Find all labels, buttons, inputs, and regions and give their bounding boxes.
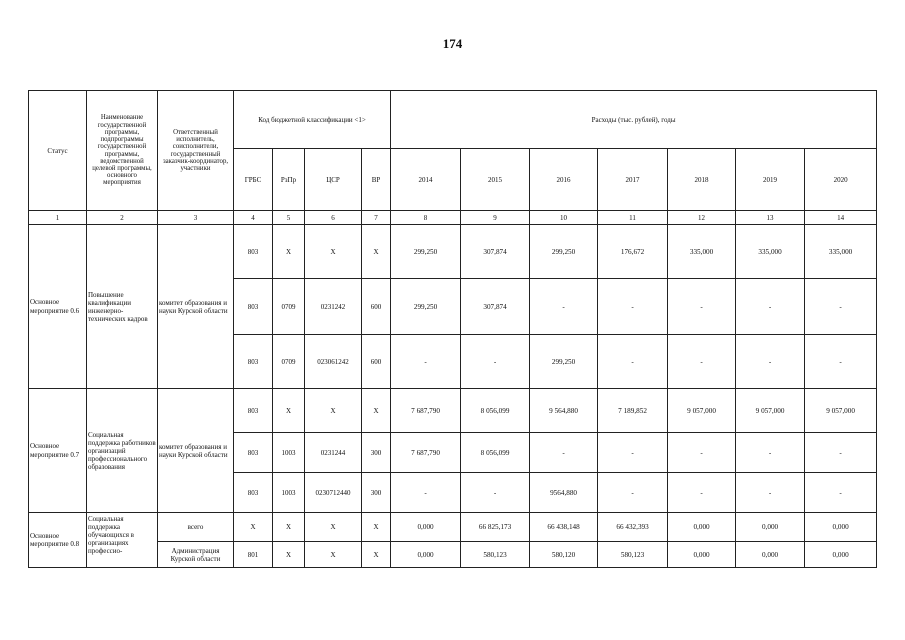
value-cell: 580,123 bbox=[461, 542, 530, 568]
header-year: 2016 bbox=[530, 149, 598, 211]
value-cell: - bbox=[668, 433, 736, 473]
value-cell: - bbox=[391, 335, 461, 389]
rzpr-cell: 1003 bbox=[273, 473, 305, 513]
value-cell: 9 057,000 bbox=[668, 389, 736, 433]
header-year: 2017 bbox=[598, 149, 668, 211]
value-cell: - bbox=[598, 335, 668, 389]
value-cell: 0,000 bbox=[805, 542, 877, 568]
table-row bbox=[29, 389, 877, 433]
rzpr-cell: X bbox=[273, 225, 305, 279]
value-cell: - bbox=[530, 279, 598, 335]
csr-cell: X bbox=[305, 542, 362, 568]
status-cell: Основное мероприятие 0.6 bbox=[29, 225, 87, 389]
value-cell: - bbox=[668, 279, 736, 335]
column-number: 14 bbox=[805, 211, 877, 225]
column-number: 9 bbox=[461, 211, 530, 225]
name-cell: Повышение квалификации инженерно-технических кадров bbox=[87, 225, 158, 389]
header-grbs: ГРБС bbox=[234, 149, 273, 211]
rzpr-cell: 0709 bbox=[273, 279, 305, 335]
column-number: 4 bbox=[234, 211, 273, 225]
value-cell: 9 057,000 bbox=[736, 389, 805, 433]
responsible-cell: Администрация Курской области bbox=[158, 542, 234, 568]
header-year: 2020 bbox=[805, 149, 877, 211]
rzpr-cell: X bbox=[273, 513, 305, 542]
value-cell: - bbox=[736, 433, 805, 473]
header-code-group: Код бюджетной классификации <1> bbox=[234, 91, 391, 149]
column-number: 5 bbox=[273, 211, 305, 225]
value-cell: 0,000 bbox=[391, 513, 461, 542]
value-cell: - bbox=[598, 473, 668, 513]
column-number: 12 bbox=[668, 211, 736, 225]
grbs-cell: 801 bbox=[234, 542, 273, 568]
header-responsible: Ответственный исполнитель, соисполнители, государственный заказчик-координатор, участники bbox=[158, 91, 234, 211]
rzpr-cell: 1003 bbox=[273, 433, 305, 473]
value-cell: 0,000 bbox=[668, 513, 736, 542]
value-cell: 9 564,880 bbox=[530, 389, 598, 433]
value-cell: 299,250 bbox=[530, 225, 598, 279]
grbs-cell: 803 bbox=[234, 279, 273, 335]
grbs-cell: 803 bbox=[234, 335, 273, 389]
rzpr-cell: X bbox=[273, 389, 305, 433]
value-cell: 299,250 bbox=[530, 335, 598, 389]
name-cell: Социальная поддержка работников организаций профессионального образования bbox=[87, 389, 158, 513]
vr-cell: X bbox=[362, 225, 391, 279]
value-cell: 8 056,099 bbox=[461, 389, 530, 433]
vr-cell: 300 bbox=[362, 433, 391, 473]
value-cell: 580,120 bbox=[530, 542, 598, 568]
value-cell: 0,000 bbox=[736, 542, 805, 568]
value-cell: - bbox=[598, 433, 668, 473]
header-name: Наименование государственной программы, подпрограммы государственной программы, ведомственной целевой программы, основного мероприятия bbox=[87, 91, 158, 211]
value-cell: 307,874 bbox=[461, 225, 530, 279]
responsible-cell: комитет образования и науки Курской области bbox=[158, 225, 234, 389]
value-cell: 7 687,790 bbox=[391, 433, 461, 473]
table-row bbox=[29, 225, 877, 279]
column-number: 11 bbox=[598, 211, 668, 225]
csr-cell: 0231242 bbox=[305, 279, 362, 335]
value-cell: 299,250 bbox=[391, 225, 461, 279]
value-cell: - bbox=[391, 473, 461, 513]
column-number: 13 bbox=[736, 211, 805, 225]
csr-cell: 0231244 bbox=[305, 433, 362, 473]
csr-cell: X bbox=[305, 225, 362, 279]
column-number: 1 bbox=[29, 211, 87, 225]
table-row bbox=[29, 513, 877, 542]
value-cell: - bbox=[805, 473, 877, 513]
value-cell: 8 056,099 bbox=[461, 433, 530, 473]
status-cell: Основное мероприятие 0.7 bbox=[29, 389, 87, 513]
vr-cell: 600 bbox=[362, 279, 391, 335]
rzpr-cell: 0709 bbox=[273, 335, 305, 389]
value-cell: 307,874 bbox=[461, 279, 530, 335]
value-cell: 9564,880 bbox=[530, 473, 598, 513]
header-expense-group: Расходы (тыс. рублей), годы bbox=[391, 91, 877, 149]
value-cell: 9 057,000 bbox=[805, 389, 877, 433]
value-cell: - bbox=[736, 279, 805, 335]
responsible-cell: всего bbox=[158, 513, 234, 542]
value-cell: 7 189,852 bbox=[598, 389, 668, 433]
vr-cell: X bbox=[362, 542, 391, 568]
header-status: Статус bbox=[29, 91, 87, 211]
value-cell: - bbox=[805, 335, 877, 389]
value-cell: 335,000 bbox=[736, 225, 805, 279]
value-cell: 580,123 bbox=[598, 542, 668, 568]
value-cell: 299,250 bbox=[391, 279, 461, 335]
column-number: 2 bbox=[87, 211, 158, 225]
value-cell: - bbox=[598, 279, 668, 335]
value-cell: - bbox=[668, 473, 736, 513]
column-number: 3 bbox=[158, 211, 234, 225]
value-cell: 335,000 bbox=[805, 225, 877, 279]
column-number: 6 bbox=[305, 211, 362, 225]
value-cell: - bbox=[805, 433, 877, 473]
csr-cell: X bbox=[305, 389, 362, 433]
value-cell: 7 687,790 bbox=[391, 389, 461, 433]
budget-table bbox=[28, 90, 877, 568]
column-number: 8 bbox=[391, 211, 461, 225]
value-cell: 0,000 bbox=[391, 542, 461, 568]
value-cell: - bbox=[805, 279, 877, 335]
page-number: 174 bbox=[442, 36, 463, 51]
header-year: 2018 bbox=[668, 149, 736, 211]
csr-cell: 023061242 bbox=[305, 335, 362, 389]
grbs-cell: 803 bbox=[234, 433, 273, 473]
header-vr: ВР bbox=[362, 149, 391, 211]
csr-cell: X bbox=[305, 513, 362, 542]
value-cell: 0,000 bbox=[736, 513, 805, 542]
header-year: 2019 bbox=[736, 149, 805, 211]
header-year: 2014 bbox=[391, 149, 461, 211]
value-cell: 335,000 bbox=[668, 225, 736, 279]
value-cell: - bbox=[668, 335, 736, 389]
value-cell: 66 438,148 bbox=[530, 513, 598, 542]
vr-cell: X bbox=[362, 389, 391, 433]
grbs-cell: 803 bbox=[234, 473, 273, 513]
responsible-cell: комитет образования и науки Курской области bbox=[158, 389, 234, 513]
vr-cell: 600 bbox=[362, 335, 391, 389]
value-cell: 66 432,393 bbox=[598, 513, 668, 542]
header-year: 2015 bbox=[461, 149, 530, 211]
status-cell: Основное мероприятие 0.8 bbox=[29, 513, 87, 568]
grbs-cell: 803 bbox=[234, 389, 273, 433]
value-cell: 0,000 bbox=[668, 542, 736, 568]
value-cell: 0,000 bbox=[805, 513, 877, 542]
value-cell: - bbox=[736, 473, 805, 513]
column-number: 7 bbox=[362, 211, 391, 225]
value-cell: - bbox=[530, 433, 598, 473]
name-cell: Социальная поддержка обучающихся в организациях профессио- bbox=[87, 513, 158, 568]
value-cell: 66 825,173 bbox=[461, 513, 530, 542]
vr-cell: X bbox=[362, 513, 391, 542]
value-cell: - bbox=[461, 473, 530, 513]
grbs-cell: 803 bbox=[234, 225, 273, 279]
column-number: 10 bbox=[530, 211, 598, 225]
vr-cell: 300 bbox=[362, 473, 391, 513]
rzpr-cell: X bbox=[273, 542, 305, 568]
csr-cell: 0230712440 bbox=[305, 473, 362, 513]
header-rzpr: РзПр bbox=[273, 149, 305, 211]
value-cell: - bbox=[736, 335, 805, 389]
header-csr: ЦСР bbox=[305, 149, 362, 211]
value-cell: - bbox=[461, 335, 530, 389]
value-cell: 176,672 bbox=[598, 225, 668, 279]
grbs-cell: X bbox=[234, 513, 273, 542]
